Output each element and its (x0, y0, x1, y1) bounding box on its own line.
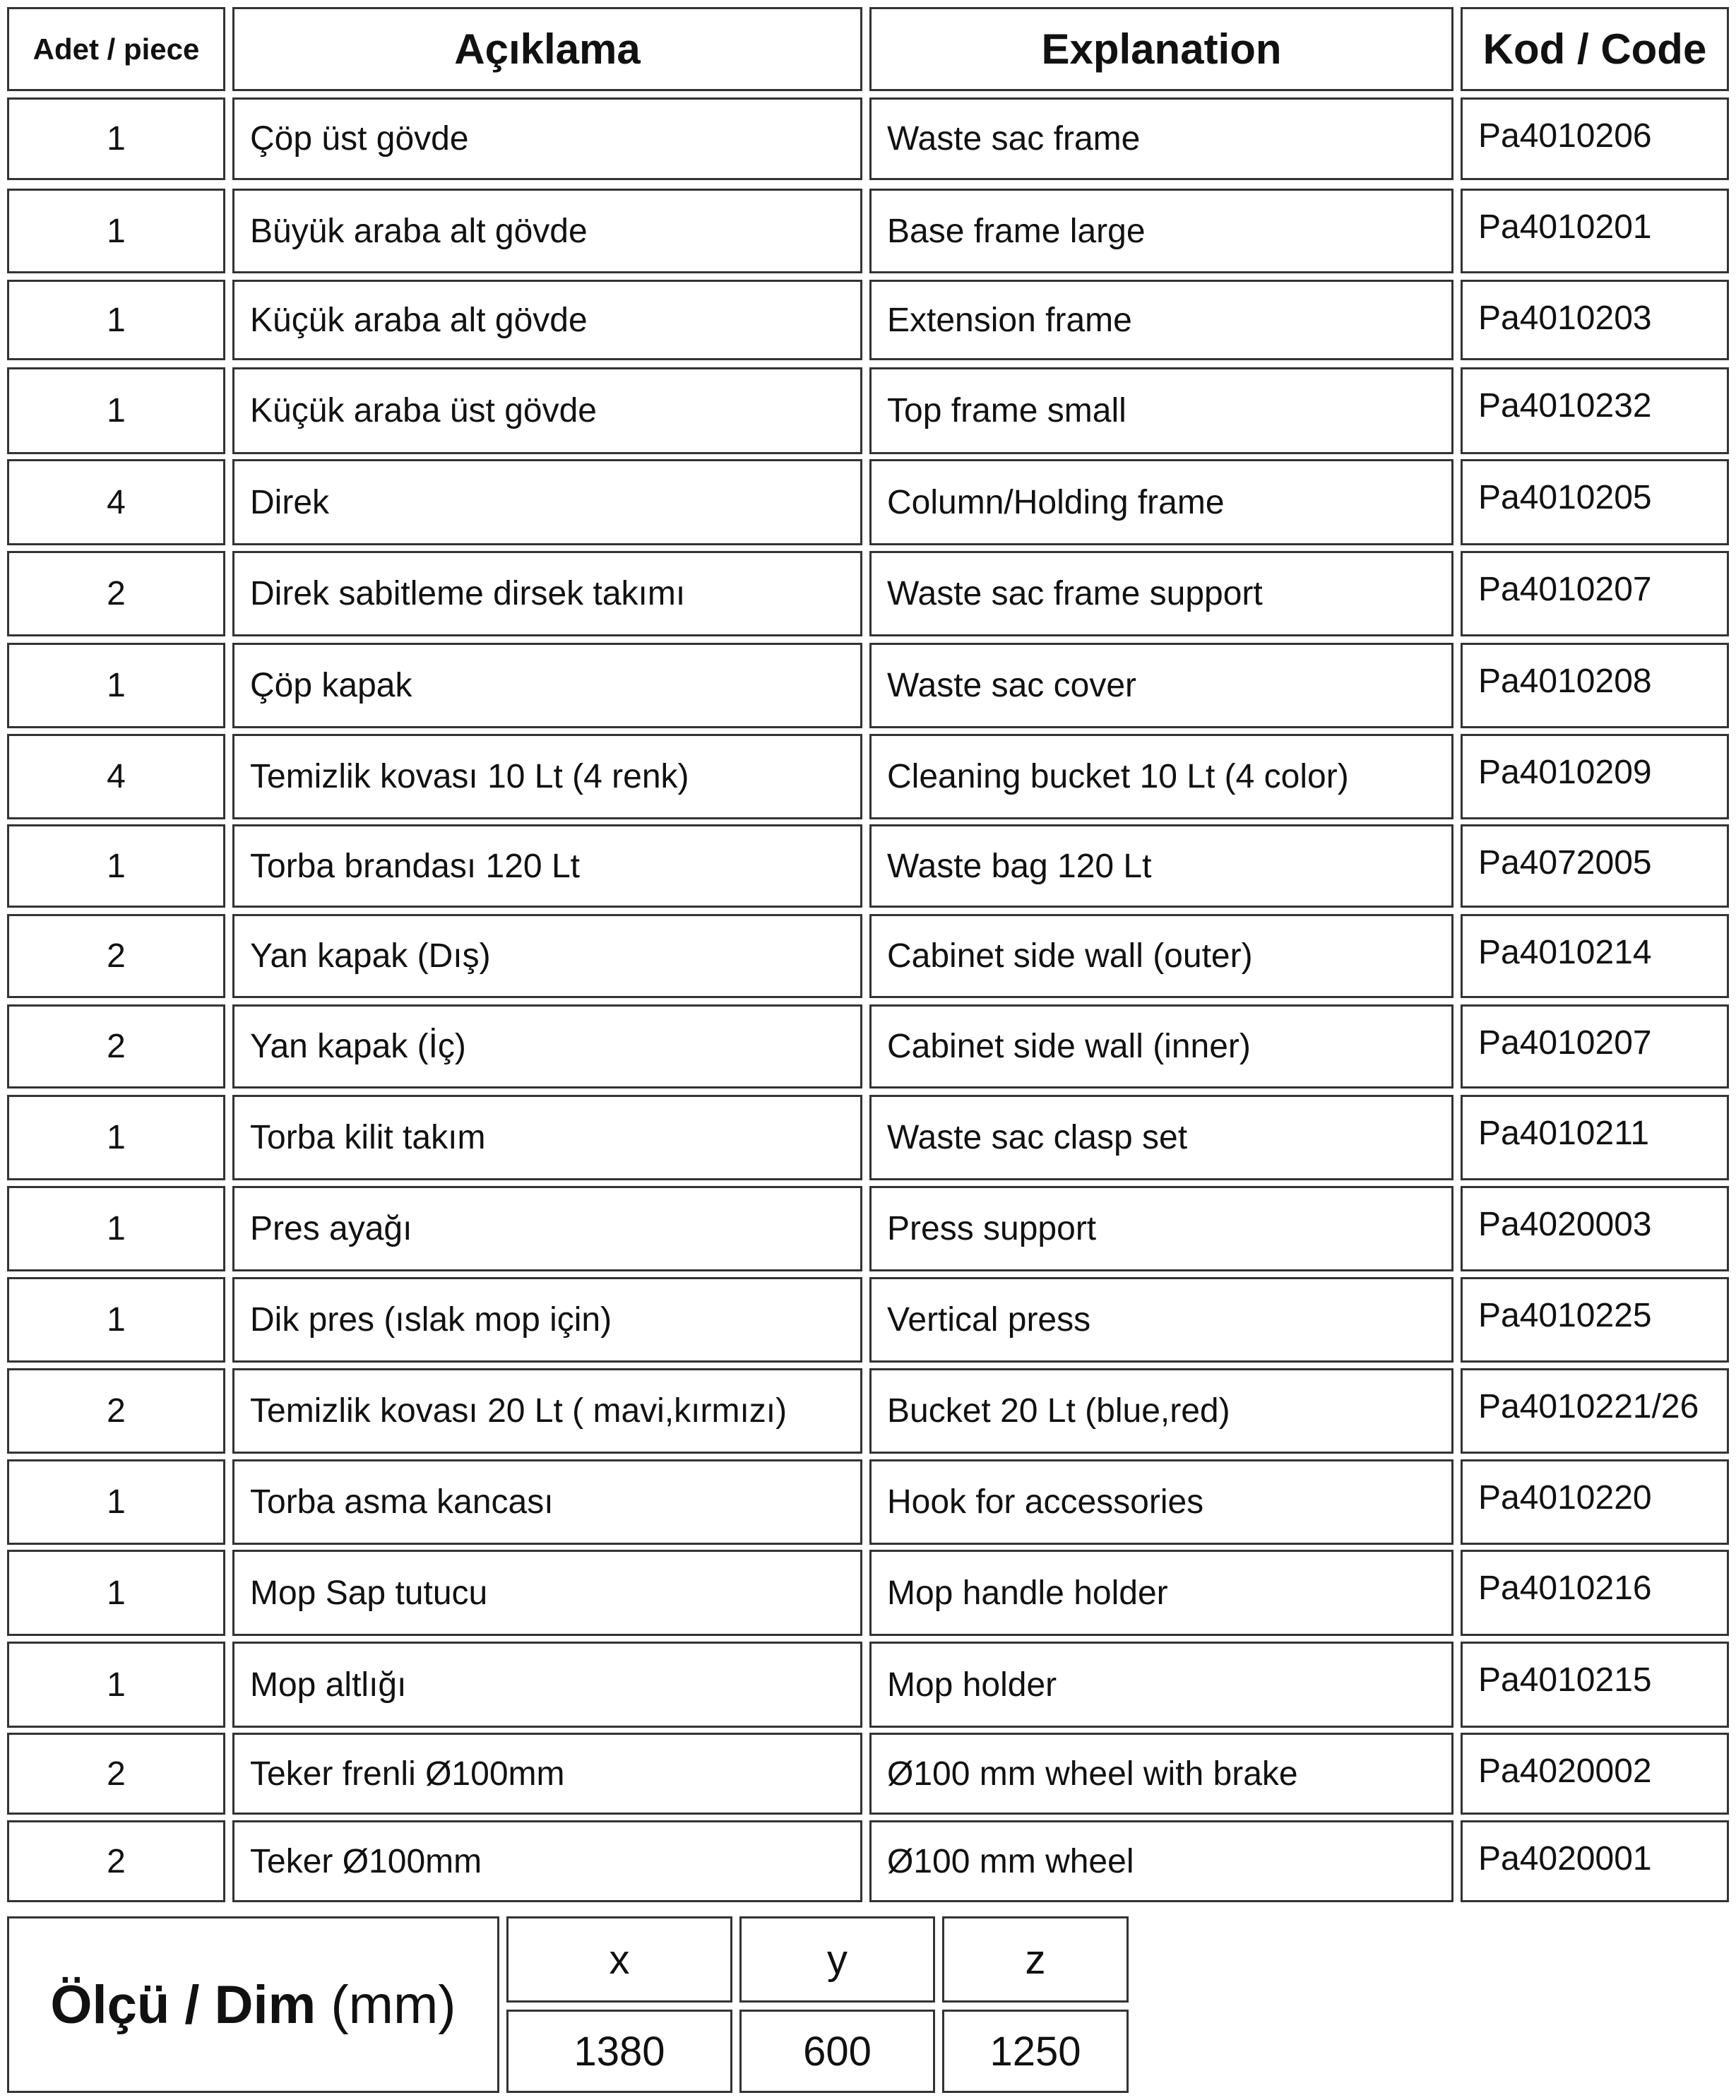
row-qty: 1 (7, 1186, 225, 1271)
row-code: Pa4010207 (1461, 1004, 1729, 1088)
row-description: Mop altlığı (232, 1642, 862, 1728)
row-description: Çöp üst gövde (232, 97, 862, 180)
row-code: Pa4010215 (1461, 1642, 1729, 1728)
dim-axis-z: z (942, 1916, 1129, 2003)
row-explanation: Press support (869, 1186, 1453, 1271)
dim-value-y: 600 (739, 2010, 935, 2093)
row-explanation: Cabinet side wall (outer) (869, 914, 1453, 998)
row-explanation: Ø100 mm wheel (869, 1820, 1453, 1902)
header-qty: Adet / piece (7, 7, 225, 91)
row-qty: 1 (7, 643, 225, 728)
row-description: Temizlik kovası 20 Lt ( mavi,kırmızı) (232, 1368, 862, 1454)
row-explanation: Mop holder (869, 1642, 1453, 1728)
row-code: Pa4010208 (1461, 643, 1729, 728)
row-qty: 2 (7, 914, 225, 998)
row-code: Pa4010207 (1461, 551, 1729, 636)
row-qty: 1 (7, 1459, 225, 1545)
dim-value-x: 1380 (506, 2010, 732, 2093)
row-code: Pa4020001 (1461, 1820, 1729, 1902)
row-code: Pa4010214 (1461, 914, 1729, 998)
row-explanation: Waste sac frame (869, 97, 1453, 180)
row-code: Pa4010216 (1461, 1550, 1729, 1636)
row-code: Pa4010232 (1461, 367, 1729, 454)
row-qty: 1 (7, 824, 225, 908)
row-description: Dik pres (ıslak mop için) (232, 1277, 862, 1363)
row-description: Yan kapak (Dış) (232, 914, 862, 998)
row-explanation: Vertical press (869, 1277, 1453, 1363)
row-explanation: Waste sac clasp set (869, 1095, 1453, 1180)
row-explanation: Extension frame (869, 280, 1453, 360)
row-qty: 2 (7, 1820, 225, 1902)
row-description: Küçük araba üst gövde (232, 367, 862, 454)
row-code: Pa4020002 (1461, 1733, 1729, 1815)
row-description: Teker Ø100mm (232, 1820, 862, 1902)
row-code: Pa4010203 (1461, 280, 1729, 360)
row-code: Pa4010221/26 (1461, 1368, 1729, 1454)
row-qty: 1 (7, 1277, 225, 1363)
row-explanation: Waste sac frame support (869, 551, 1453, 636)
row-explanation: Waste bag 120 Lt (869, 824, 1453, 908)
header-explanation-en: Explanation (869, 7, 1453, 91)
row-description: Büyük araba alt gövde (232, 189, 862, 273)
row-qty: 1 (7, 1550, 225, 1636)
row-qty: 2 (7, 1368, 225, 1454)
row-code: Pa4010205 (1461, 459, 1729, 545)
dimensions-unit: (mm) (331, 1974, 456, 2035)
row-code: Pa4010211 (1461, 1095, 1729, 1180)
row-description: Direk (232, 459, 862, 545)
header-code: Kod / Code (1461, 7, 1729, 91)
dimensions-label (7, 1916, 499, 2093)
row-description: Çöp kapak (232, 643, 862, 728)
row-description: Direk sabitleme dirsek takımı (232, 551, 862, 636)
row-description: Küçük araba alt gövde (232, 280, 862, 360)
row-qty: 1 (7, 97, 225, 180)
row-code: Pa4072005 (1461, 824, 1729, 908)
row-qty: 4 (7, 734, 225, 819)
row-explanation: Cleaning bucket 10 Lt (4 color) (869, 734, 1453, 819)
row-explanation: Cabinet side wall (inner) (869, 1004, 1453, 1088)
row-explanation: Ø100 mm wheel with brake (869, 1733, 1453, 1815)
row-explanation: Hook for accessories (869, 1459, 1453, 1545)
row-explanation: Base frame large (869, 189, 1453, 273)
row-qty: 1 (7, 189, 225, 273)
row-qty: 1 (7, 280, 225, 360)
row-explanation: Mop handle holder (869, 1550, 1453, 1636)
row-explanation: Top frame small (869, 367, 1453, 454)
dimensions-label-bold: Ölçü / Dim (50, 1974, 316, 2035)
dim-axis-y: y (739, 1916, 935, 2003)
row-qty: 1 (7, 1095, 225, 1180)
row-qty: 2 (7, 1004, 225, 1088)
row-code: Pa4010220 (1461, 1459, 1729, 1545)
row-qty: 1 (7, 1642, 225, 1728)
row-code: Pa4010201 (1461, 189, 1729, 273)
row-qty: 4 (7, 459, 225, 545)
row-description: Yan kapak (İç) (232, 1004, 862, 1088)
row-code: Pa4010209 (1461, 734, 1729, 819)
dim-axis-x: x (506, 1916, 732, 2003)
row-code: Pa4010206 (1461, 97, 1729, 180)
row-qty: 2 (7, 551, 225, 636)
row-explanation: Waste sac cover (869, 643, 1453, 728)
row-description: Torba brandası 120 Lt (232, 824, 862, 908)
row-description: Pres ayağı (232, 1186, 862, 1271)
row-explanation: Bucket 20 Lt (blue,red) (869, 1368, 1453, 1454)
row-description: Temizlik kovası 10 Lt (4 renk) (232, 734, 862, 819)
row-code: Pa4020003 (1461, 1186, 1729, 1271)
row-description: Torba asma kancası (232, 1459, 862, 1545)
row-description: Mop Sap tutucu (232, 1550, 862, 1636)
row-qty: 1 (7, 367, 225, 454)
row-explanation: Column/Holding frame (869, 459, 1453, 545)
row-code: Pa4010225 (1461, 1277, 1729, 1363)
row-description: Torba kilit takım (232, 1095, 862, 1180)
dim-value-z: 1250 (942, 2010, 1129, 2093)
row-description: Teker frenli Ø100mm (232, 1733, 862, 1815)
header-description-tr: Açıklama (232, 7, 862, 91)
row-qty: 2 (7, 1733, 225, 1815)
